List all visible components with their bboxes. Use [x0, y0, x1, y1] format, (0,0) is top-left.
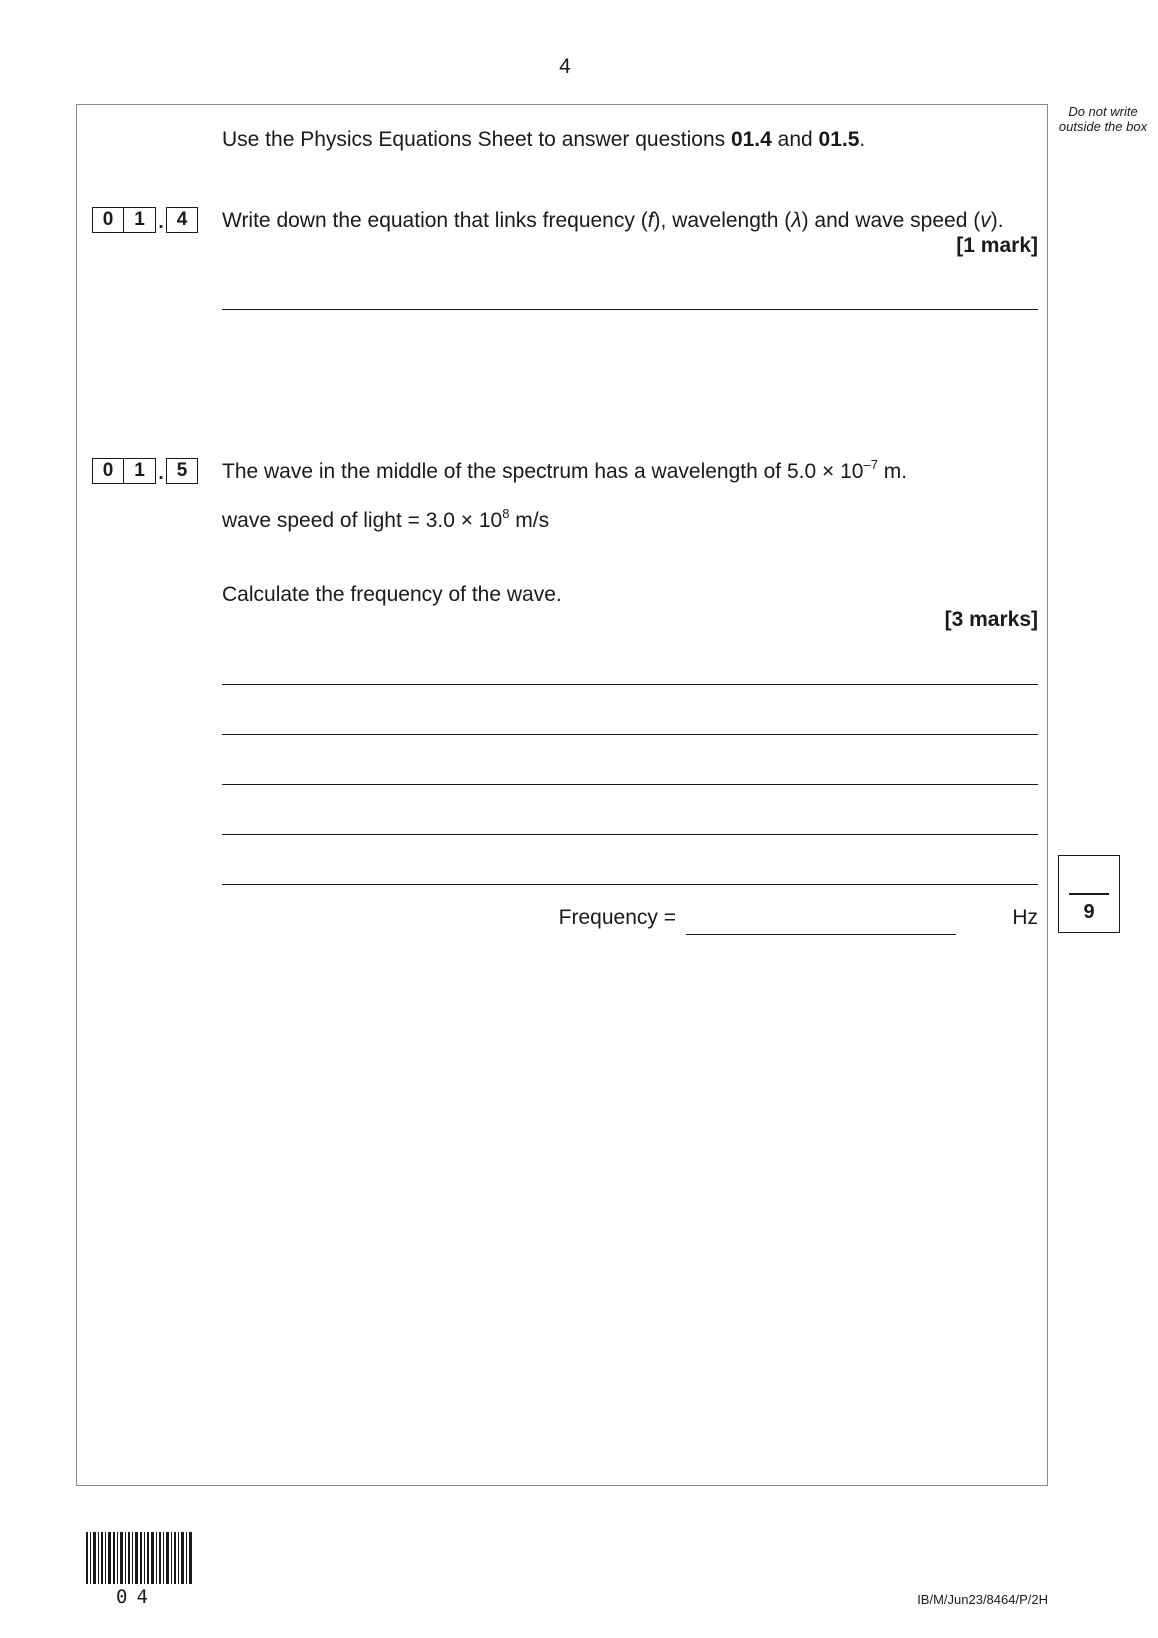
page-number: 4 — [559, 55, 571, 78]
answer-line[interactable] — [222, 309, 1038, 310]
qnum-digit: 4 — [166, 207, 198, 233]
qnum-digit: 0 — [92, 458, 124, 484]
score-rule — [1069, 893, 1109, 895]
question-01-4-text: Write down the equation that links frequency (f), wavelength (λ) and wave speed (v). — [222, 209, 1004, 232]
frequency-unit: Hz — [1012, 906, 1038, 929]
margin-note: Do not write outside the box — [1058, 104, 1148, 134]
question-number-01-4 — [92, 207, 198, 233]
qnum-dot: . — [158, 212, 164, 233]
answer-line[interactable] — [222, 684, 1038, 685]
marks-01-4: [1 mark] — [956, 234, 1038, 257]
question-01-5-line1: The wave in the middle of the spectrum has a wavelength of $5.0 \times 10^{-7}$ m. — [222, 457, 908, 483]
answer-line[interactable] — [222, 834, 1038, 835]
paper-code: IB/M/Jun23/8464/P/2H — [917, 1592, 1048, 1607]
marks-01-5: [3 marks] — [944, 608, 1038, 631]
score-box — [1058, 855, 1120, 933]
answer-line[interactable] — [222, 784, 1038, 785]
barcode-number: 04 — [116, 1586, 157, 1608]
answer-frame — [76, 104, 1048, 1486]
qnum-digit: 1 — [124, 458, 156, 484]
frequency-answer-row — [222, 906, 1038, 936]
answer-line[interactable] — [222, 734, 1038, 735]
intro-text: Use the Physics Equations Sheet to answer questions 01.4 and 01.5. — [222, 128, 866, 151]
barcode-icon — [86, 1532, 192, 1584]
frequency-answer-blank[interactable] — [686, 934, 956, 935]
qnum-dot: . — [158, 463, 164, 484]
qnum-digit: 1 — [124, 207, 156, 233]
question-number-01-5 — [92, 458, 198, 484]
question-01-5-line2: wave speed of light = $3.0 \times 10^8$ m/s — [222, 506, 550, 532]
frequency-label: Frequency = — [558, 906, 676, 929]
question-01-5-instruction: Calculate the frequency of the wave. — [222, 583, 562, 606]
qnum-digit: 0 — [92, 207, 124, 233]
qnum-digit: 5 — [166, 458, 198, 484]
answer-line[interactable] — [222, 884, 1038, 885]
score-total: 9 — [1083, 901, 1095, 923]
